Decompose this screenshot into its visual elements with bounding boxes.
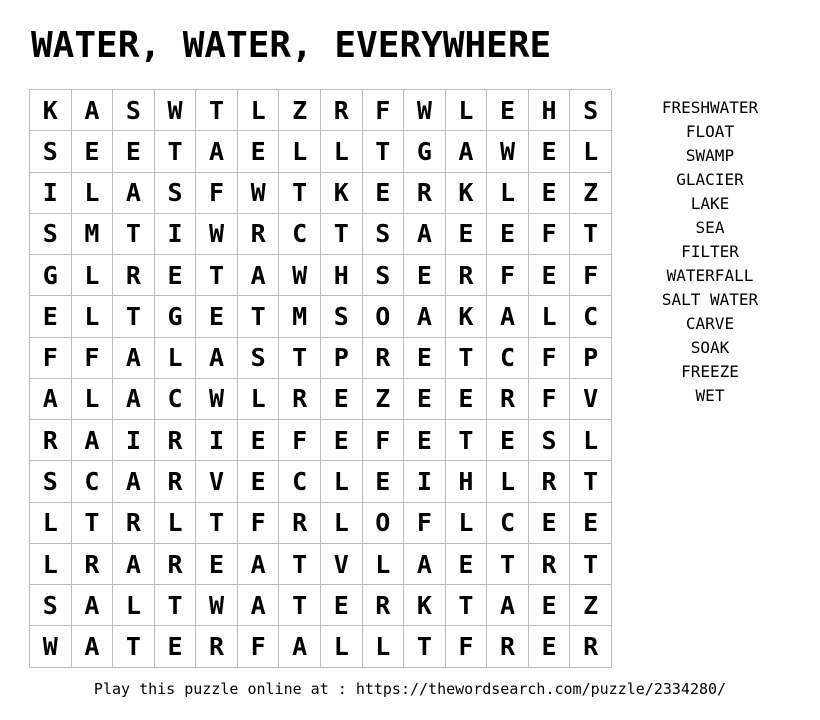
grid-cell[interactable]: R bbox=[238, 214, 280, 255]
grid-cell[interactable]: R bbox=[529, 544, 571, 585]
grid-cell[interactable]: A bbox=[487, 296, 529, 337]
grid-cell[interactable]: R bbox=[363, 585, 405, 626]
grid-cell[interactable]: E bbox=[238, 420, 280, 461]
grid-cell[interactable]: E bbox=[446, 214, 488, 255]
grid-cell[interactable]: S bbox=[363, 255, 405, 296]
grid-cell[interactable]: F bbox=[279, 420, 321, 461]
grid-cell[interactable]: T bbox=[404, 626, 446, 667]
grid-cell[interactable]: Z bbox=[363, 379, 405, 420]
grid-cell[interactable]: W bbox=[196, 585, 238, 626]
grid-cell[interactable]: T bbox=[570, 214, 612, 255]
grid-cell[interactable]: E bbox=[238, 131, 280, 172]
grid-cell[interactable]: A bbox=[487, 585, 529, 626]
grid-cell[interactable]: T bbox=[446, 338, 488, 379]
grid-cell[interactable]: A bbox=[196, 338, 238, 379]
grid-cell[interactable]: L bbox=[487, 173, 529, 214]
grid-cell[interactable]: A bbox=[404, 214, 446, 255]
grid-cell[interactable]: A bbox=[113, 338, 155, 379]
grid-cell[interactable]: O bbox=[363, 296, 405, 337]
grid-cell[interactable]: L bbox=[279, 131, 321, 172]
grid-cell[interactable]: A bbox=[404, 296, 446, 337]
grid-cell[interactable]: G bbox=[404, 131, 446, 172]
grid-cell[interactable]: F bbox=[529, 379, 571, 420]
grid-cell[interactable]: W bbox=[196, 379, 238, 420]
grid-cell[interactable]: R bbox=[446, 255, 488, 296]
grid-cell[interactable]: R bbox=[196, 626, 238, 667]
grid-cell[interactable]: A bbox=[404, 544, 446, 585]
grid-cell[interactable]: T bbox=[321, 214, 363, 255]
grid-cell[interactable]: T bbox=[570, 461, 612, 502]
grid-cell[interactable]: T bbox=[279, 173, 321, 214]
grid-cell[interactable]: R bbox=[30, 420, 72, 461]
grid-cell[interactable]: O bbox=[363, 503, 405, 544]
grid-cell[interactable]: T bbox=[113, 626, 155, 667]
grid-cell[interactable]: S bbox=[30, 131, 72, 172]
word-list-item: GLACIER bbox=[676, 170, 744, 189]
grid-cell[interactable]: L bbox=[487, 461, 529, 502]
grid-cell[interactable]: L bbox=[30, 503, 72, 544]
grid-cell[interactable]: H bbox=[321, 255, 363, 296]
word-list-item: SALT WATER bbox=[661, 290, 759, 309]
grid-cell[interactable]: C bbox=[279, 461, 321, 502]
grid-cell[interactable]: Z bbox=[570, 173, 612, 214]
grid-cell[interactable]: L bbox=[446, 503, 488, 544]
grid-cell[interactable]: K bbox=[30, 90, 72, 131]
grid-cell[interactable]: T bbox=[196, 255, 238, 296]
word-list-item: FILTER bbox=[681, 242, 739, 261]
grid-cell[interactable]: F bbox=[363, 420, 405, 461]
grid-cell[interactable]: L bbox=[363, 626, 405, 667]
grid-cell[interactable]: I bbox=[113, 420, 155, 461]
grid-cell[interactable]: A bbox=[72, 626, 114, 667]
grid-cell[interactable]: F bbox=[570, 255, 612, 296]
grid-cell[interactable]: W bbox=[238, 173, 280, 214]
grid-cell[interactable]: L bbox=[529, 296, 571, 337]
grid-cell[interactable]: R bbox=[321, 90, 363, 131]
grid-cell[interactable]: E bbox=[363, 173, 405, 214]
grid-cell[interactable]: F bbox=[72, 338, 114, 379]
grid-cell[interactable]: T bbox=[363, 131, 405, 172]
grid-cell[interactable]: A bbox=[196, 131, 238, 172]
grid-cell[interactable]: L bbox=[570, 131, 612, 172]
grid-cell[interactable]: E bbox=[487, 90, 529, 131]
puzzle-title: WATER, WATER, EVERYWHERE bbox=[31, 25, 552, 66]
grid-cell[interactable]: L bbox=[321, 503, 363, 544]
grid-cell[interactable]: A bbox=[446, 131, 488, 172]
grid-cell[interactable]: R bbox=[72, 544, 114, 585]
grid-cell[interactable]: T bbox=[113, 296, 155, 337]
grid-cell[interactable]: L bbox=[570, 420, 612, 461]
grid-cell[interactable]: A bbox=[72, 90, 114, 131]
word-list-item: LAKE bbox=[690, 194, 730, 213]
grid-cell[interactable]: R bbox=[529, 461, 571, 502]
grid-cell[interactable]: F bbox=[30, 338, 72, 379]
grid-cell[interactable]: I bbox=[30, 173, 72, 214]
grid-cell[interactable]: M bbox=[72, 214, 114, 255]
grid-cell[interactable]: E bbox=[529, 255, 571, 296]
grid-cell[interactable]: R bbox=[487, 379, 529, 420]
grid-cell[interactable]: C bbox=[487, 338, 529, 379]
grid-cell[interactable]: S bbox=[30, 461, 72, 502]
grid-cell[interactable]: A bbox=[113, 544, 155, 585]
grid-cell[interactable]: A bbox=[113, 461, 155, 502]
grid-cell[interactable]: L bbox=[155, 503, 197, 544]
grid-cell[interactable]: V bbox=[321, 544, 363, 585]
grid-cell[interactable]: L bbox=[446, 90, 488, 131]
grid-cell[interactable]: A bbox=[72, 585, 114, 626]
word-list-item: FRESHWATER bbox=[661, 98, 759, 117]
footer-text: Play this puzzle online at : https://thewordsearch.com/puzzle/2334280/ bbox=[93, 680, 727, 698]
word-list-item: SOAK bbox=[690, 338, 730, 357]
grid-cell[interactable]: H bbox=[446, 461, 488, 502]
grid-cell[interactable]: A bbox=[30, 379, 72, 420]
grid-cell[interactable]: T bbox=[155, 585, 197, 626]
grid-cell[interactable]: E bbox=[446, 544, 488, 585]
grid-cell[interactable]: E bbox=[487, 420, 529, 461]
grid-cell[interactable]: F bbox=[404, 503, 446, 544]
grid-cell[interactable]: E bbox=[363, 461, 405, 502]
grid-cell[interactable]: S bbox=[30, 214, 72, 255]
grid-cell[interactable]: E bbox=[529, 503, 571, 544]
grid-cell[interactable]: E bbox=[404, 338, 446, 379]
grid-cell[interactable]: T bbox=[196, 503, 238, 544]
grid-cell[interactable]: E bbox=[529, 626, 571, 667]
grid-cell[interactable]: E bbox=[196, 544, 238, 585]
grid-cell[interactable]: W bbox=[404, 90, 446, 131]
grid-cell[interactable]: A bbox=[238, 585, 280, 626]
grid-cell[interactable]: H bbox=[529, 90, 571, 131]
grid-cell[interactable]: I bbox=[404, 461, 446, 502]
grid-cell[interactable]: L bbox=[72, 173, 114, 214]
grid-cell[interactable]: E bbox=[404, 420, 446, 461]
grid-cell[interactable]: R bbox=[113, 255, 155, 296]
grid-cell[interactable]: R bbox=[113, 503, 155, 544]
grid-cell[interactable]: F bbox=[238, 626, 280, 667]
grid-cell[interactable]: A bbox=[279, 626, 321, 667]
grid-cell[interactable]: L bbox=[238, 90, 280, 131]
grid-cell[interactable]: F bbox=[196, 173, 238, 214]
grid-cell[interactable]: E bbox=[155, 255, 197, 296]
grid-cell[interactable]: W bbox=[30, 626, 72, 667]
grid-cell[interactable]: A bbox=[238, 255, 280, 296]
grid-cell[interactable]: E bbox=[155, 626, 197, 667]
grid-cell[interactable]: C bbox=[487, 503, 529, 544]
grid-cell[interactable]: Z bbox=[279, 90, 321, 131]
grid-cell[interactable]: L bbox=[72, 296, 114, 337]
grid-cell[interactable]: T bbox=[570, 544, 612, 585]
grid-cell[interactable]: I bbox=[196, 420, 238, 461]
grid-cell[interactable]: E bbox=[487, 214, 529, 255]
grid-cell[interactable]: S bbox=[321, 296, 363, 337]
grid-cell[interactable]: E bbox=[321, 379, 363, 420]
letter-grid bbox=[29, 89, 611, 667]
grid-cell[interactable]: T bbox=[279, 338, 321, 379]
grid-cell[interactable]: S bbox=[30, 585, 72, 626]
grid-cell[interactable]: S bbox=[113, 90, 155, 131]
grid-cell[interactable]: W bbox=[487, 131, 529, 172]
grid-cell[interactable]: F bbox=[363, 90, 405, 131]
grid-cell[interactable]: T bbox=[487, 544, 529, 585]
grid-cell[interactable]: E bbox=[570, 503, 612, 544]
grid-cell[interactable]: C bbox=[155, 379, 197, 420]
word-list-item: SEA bbox=[695, 218, 725, 237]
grid-cell[interactable]: L bbox=[72, 255, 114, 296]
grid-cell[interactable]: T bbox=[72, 503, 114, 544]
grid-cell[interactable]: R bbox=[487, 626, 529, 667]
grid-cell[interactable]: F bbox=[529, 338, 571, 379]
grid-cell[interactable]: E bbox=[529, 585, 571, 626]
grid-cell[interactable]: C bbox=[72, 461, 114, 502]
grid-cell[interactable]: K bbox=[404, 585, 446, 626]
grid-cell[interactable]: E bbox=[404, 255, 446, 296]
grid-cell[interactable]: K bbox=[321, 173, 363, 214]
grid-cell[interactable]: A bbox=[113, 173, 155, 214]
grid-cell[interactable]: F bbox=[238, 503, 280, 544]
grid-cell[interactable]: L bbox=[113, 585, 155, 626]
grid-cell[interactable]: V bbox=[196, 461, 238, 502]
grid-cell[interactable]: C bbox=[279, 214, 321, 255]
grid-cell[interactable]: K bbox=[446, 173, 488, 214]
grid-cell[interactable]: A bbox=[72, 420, 114, 461]
grid-cell[interactable]: R bbox=[570, 626, 612, 667]
word-list-item: SWAMP bbox=[685, 146, 735, 165]
word-list-item: WET bbox=[695, 386, 725, 405]
grid-cell[interactable]: E bbox=[113, 131, 155, 172]
grid-cell[interactable]: E bbox=[529, 173, 571, 214]
grid-cell[interactable]: L bbox=[321, 461, 363, 502]
grid-cell[interactable]: T bbox=[155, 131, 197, 172]
word-list-item: CARVE bbox=[685, 314, 735, 333]
grid-cell[interactable]: R bbox=[279, 503, 321, 544]
word-list-item: WATERFALL bbox=[666, 266, 754, 285]
grid-cell[interactable]: R bbox=[155, 461, 197, 502]
grid-cell[interactable]: R bbox=[363, 338, 405, 379]
grid-cell[interactable]: R bbox=[155, 420, 197, 461]
grid-cell[interactable]: L bbox=[321, 131, 363, 172]
grid-cell[interactable]: W bbox=[279, 255, 321, 296]
grid-cell[interactable]: P bbox=[321, 338, 363, 379]
grid-cell[interactable]: R bbox=[155, 544, 197, 585]
grid-cell[interactable]: T bbox=[446, 420, 488, 461]
grid-cell[interactable]: F bbox=[487, 255, 529, 296]
grid-cell[interactable]: F bbox=[446, 626, 488, 667]
grid-cell[interactable]: E bbox=[529, 131, 571, 172]
grid-cell[interactable]: T bbox=[279, 585, 321, 626]
grid-cell[interactable]: T bbox=[113, 214, 155, 255]
grid-cell[interactable]: E bbox=[321, 585, 363, 626]
grid-cell[interactable]: L bbox=[321, 626, 363, 667]
grid-cell[interactable]: R bbox=[279, 379, 321, 420]
grid-cell[interactable]: E bbox=[404, 379, 446, 420]
grid-cell[interactable]: E bbox=[321, 420, 363, 461]
grid-cell[interactable]: S bbox=[570, 90, 612, 131]
grid-cell[interactable]: S bbox=[529, 420, 571, 461]
word-list-item: FREEZE bbox=[681, 362, 739, 381]
grid-cell[interactable]: P bbox=[570, 338, 612, 379]
grid-cell[interactable]: A bbox=[238, 544, 280, 585]
grid-cell[interactable]: L bbox=[363, 544, 405, 585]
grid-cell[interactable]: M bbox=[279, 296, 321, 337]
grid-cell[interactable]: G bbox=[155, 296, 197, 337]
grid-cell[interactable]: T bbox=[196, 90, 238, 131]
grid-cell[interactable]: S bbox=[363, 214, 405, 255]
grid-cell[interactable]: T bbox=[446, 585, 488, 626]
grid-cell[interactable]: L bbox=[155, 338, 197, 379]
grid-cell[interactable]: C bbox=[570, 296, 612, 337]
grid-cell[interactable]: F bbox=[529, 214, 571, 255]
grid-cell[interactable]: W bbox=[155, 90, 197, 131]
grid-cell[interactable]: R bbox=[404, 173, 446, 214]
grid-cell[interactable]: Z bbox=[570, 585, 612, 626]
grid-cell[interactable]: V bbox=[570, 379, 612, 420]
grid-cell[interactable]: L bbox=[30, 544, 72, 585]
grid-cell[interactable]: T bbox=[279, 544, 321, 585]
grid-cell[interactable]: L bbox=[72, 379, 114, 420]
grid-cell[interactable]: E bbox=[238, 461, 280, 502]
grid-cell[interactable]: E bbox=[446, 379, 488, 420]
grid-cell[interactable]: E bbox=[72, 131, 114, 172]
grid-cell[interactable]: S bbox=[155, 173, 197, 214]
grid-cell[interactable]: S bbox=[238, 338, 280, 379]
word-list bbox=[640, 96, 780, 408]
grid-cell[interactable]: W bbox=[196, 214, 238, 255]
grid-cell[interactable]: A bbox=[113, 379, 155, 420]
grid-cell[interactable]: T bbox=[238, 296, 280, 337]
grid-cell[interactable]: E bbox=[196, 296, 238, 337]
grid-cell[interactable]: G bbox=[30, 255, 72, 296]
word-list-item: FLOAT bbox=[685, 122, 735, 141]
grid-cell[interactable]: K bbox=[446, 296, 488, 337]
grid-cell[interactable]: L bbox=[238, 379, 280, 420]
grid-cell[interactable]: E bbox=[30, 296, 72, 337]
grid-cell[interactable]: I bbox=[155, 214, 197, 255]
